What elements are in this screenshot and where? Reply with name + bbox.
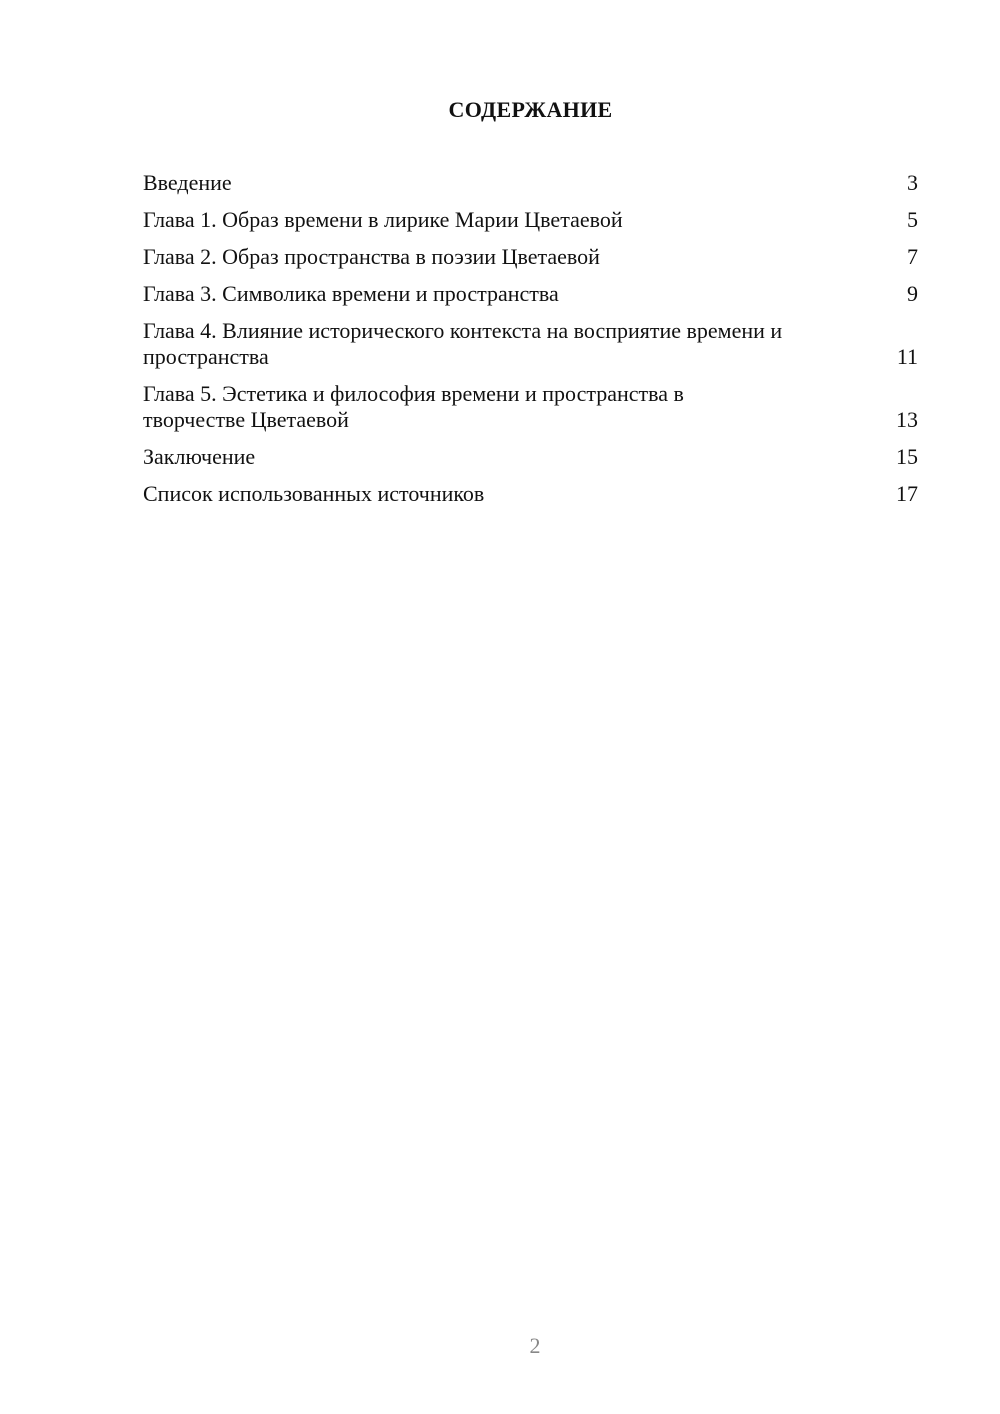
toc-entry-text: Глава 1. Образ времени в лирике Марии Цветаевой [143, 207, 623, 232]
toc-entry-text: Заключение [143, 444, 256, 469]
toc-entry-text: Глава 3. Символика времени и пространства [143, 281, 559, 306]
toc-entry-text: Глава 4. Влияние исторического контекста на восприятие времени и пространства [143, 318, 783, 369]
table-of-contents [143, 170, 918, 518]
toc-entry-text: Список использованных источников [143, 481, 485, 506]
toc-entry-text: Глава 5. Эстетика и философия времени и пространства в творчестве Цветаевой [143, 381, 684, 432]
toc-entry-page: 11 [896, 344, 918, 369]
page-number: 2 [529, 1333, 541, 1358]
toc-entry-text: Введение [143, 170, 232, 195]
toc-entry-page: 9 [907, 281, 918, 306]
toc-entry-page: 13 [896, 407, 918, 432]
toc-entry-chapter-3 [143, 281, 918, 307]
toc-entry-chapter-2 [143, 244, 918, 270]
toc-entry-conclusion [143, 444, 918, 470]
toc-entry-references [143, 481, 918, 507]
toc-entry-page: 7 [907, 244, 918, 269]
toc-entry-text: Глава 2. Образ пространства в поэзии Цветаевой [143, 244, 600, 269]
toc-entry-chapter-5 [143, 381, 918, 433]
page-title: СОДЕРЖАНИЕ [448, 97, 613, 122]
toc-entry-page: 17 [896, 481, 918, 506]
toc-entry-introduction [143, 170, 918, 196]
toc-entry-page: 3 [907, 170, 918, 195]
toc-entry-chapter-4 [143, 318, 918, 370]
toc-entry-page: 5 [907, 207, 918, 232]
toc-entry-page: 15 [896, 444, 918, 469]
toc-entry-chapter-1 [143, 207, 918, 233]
